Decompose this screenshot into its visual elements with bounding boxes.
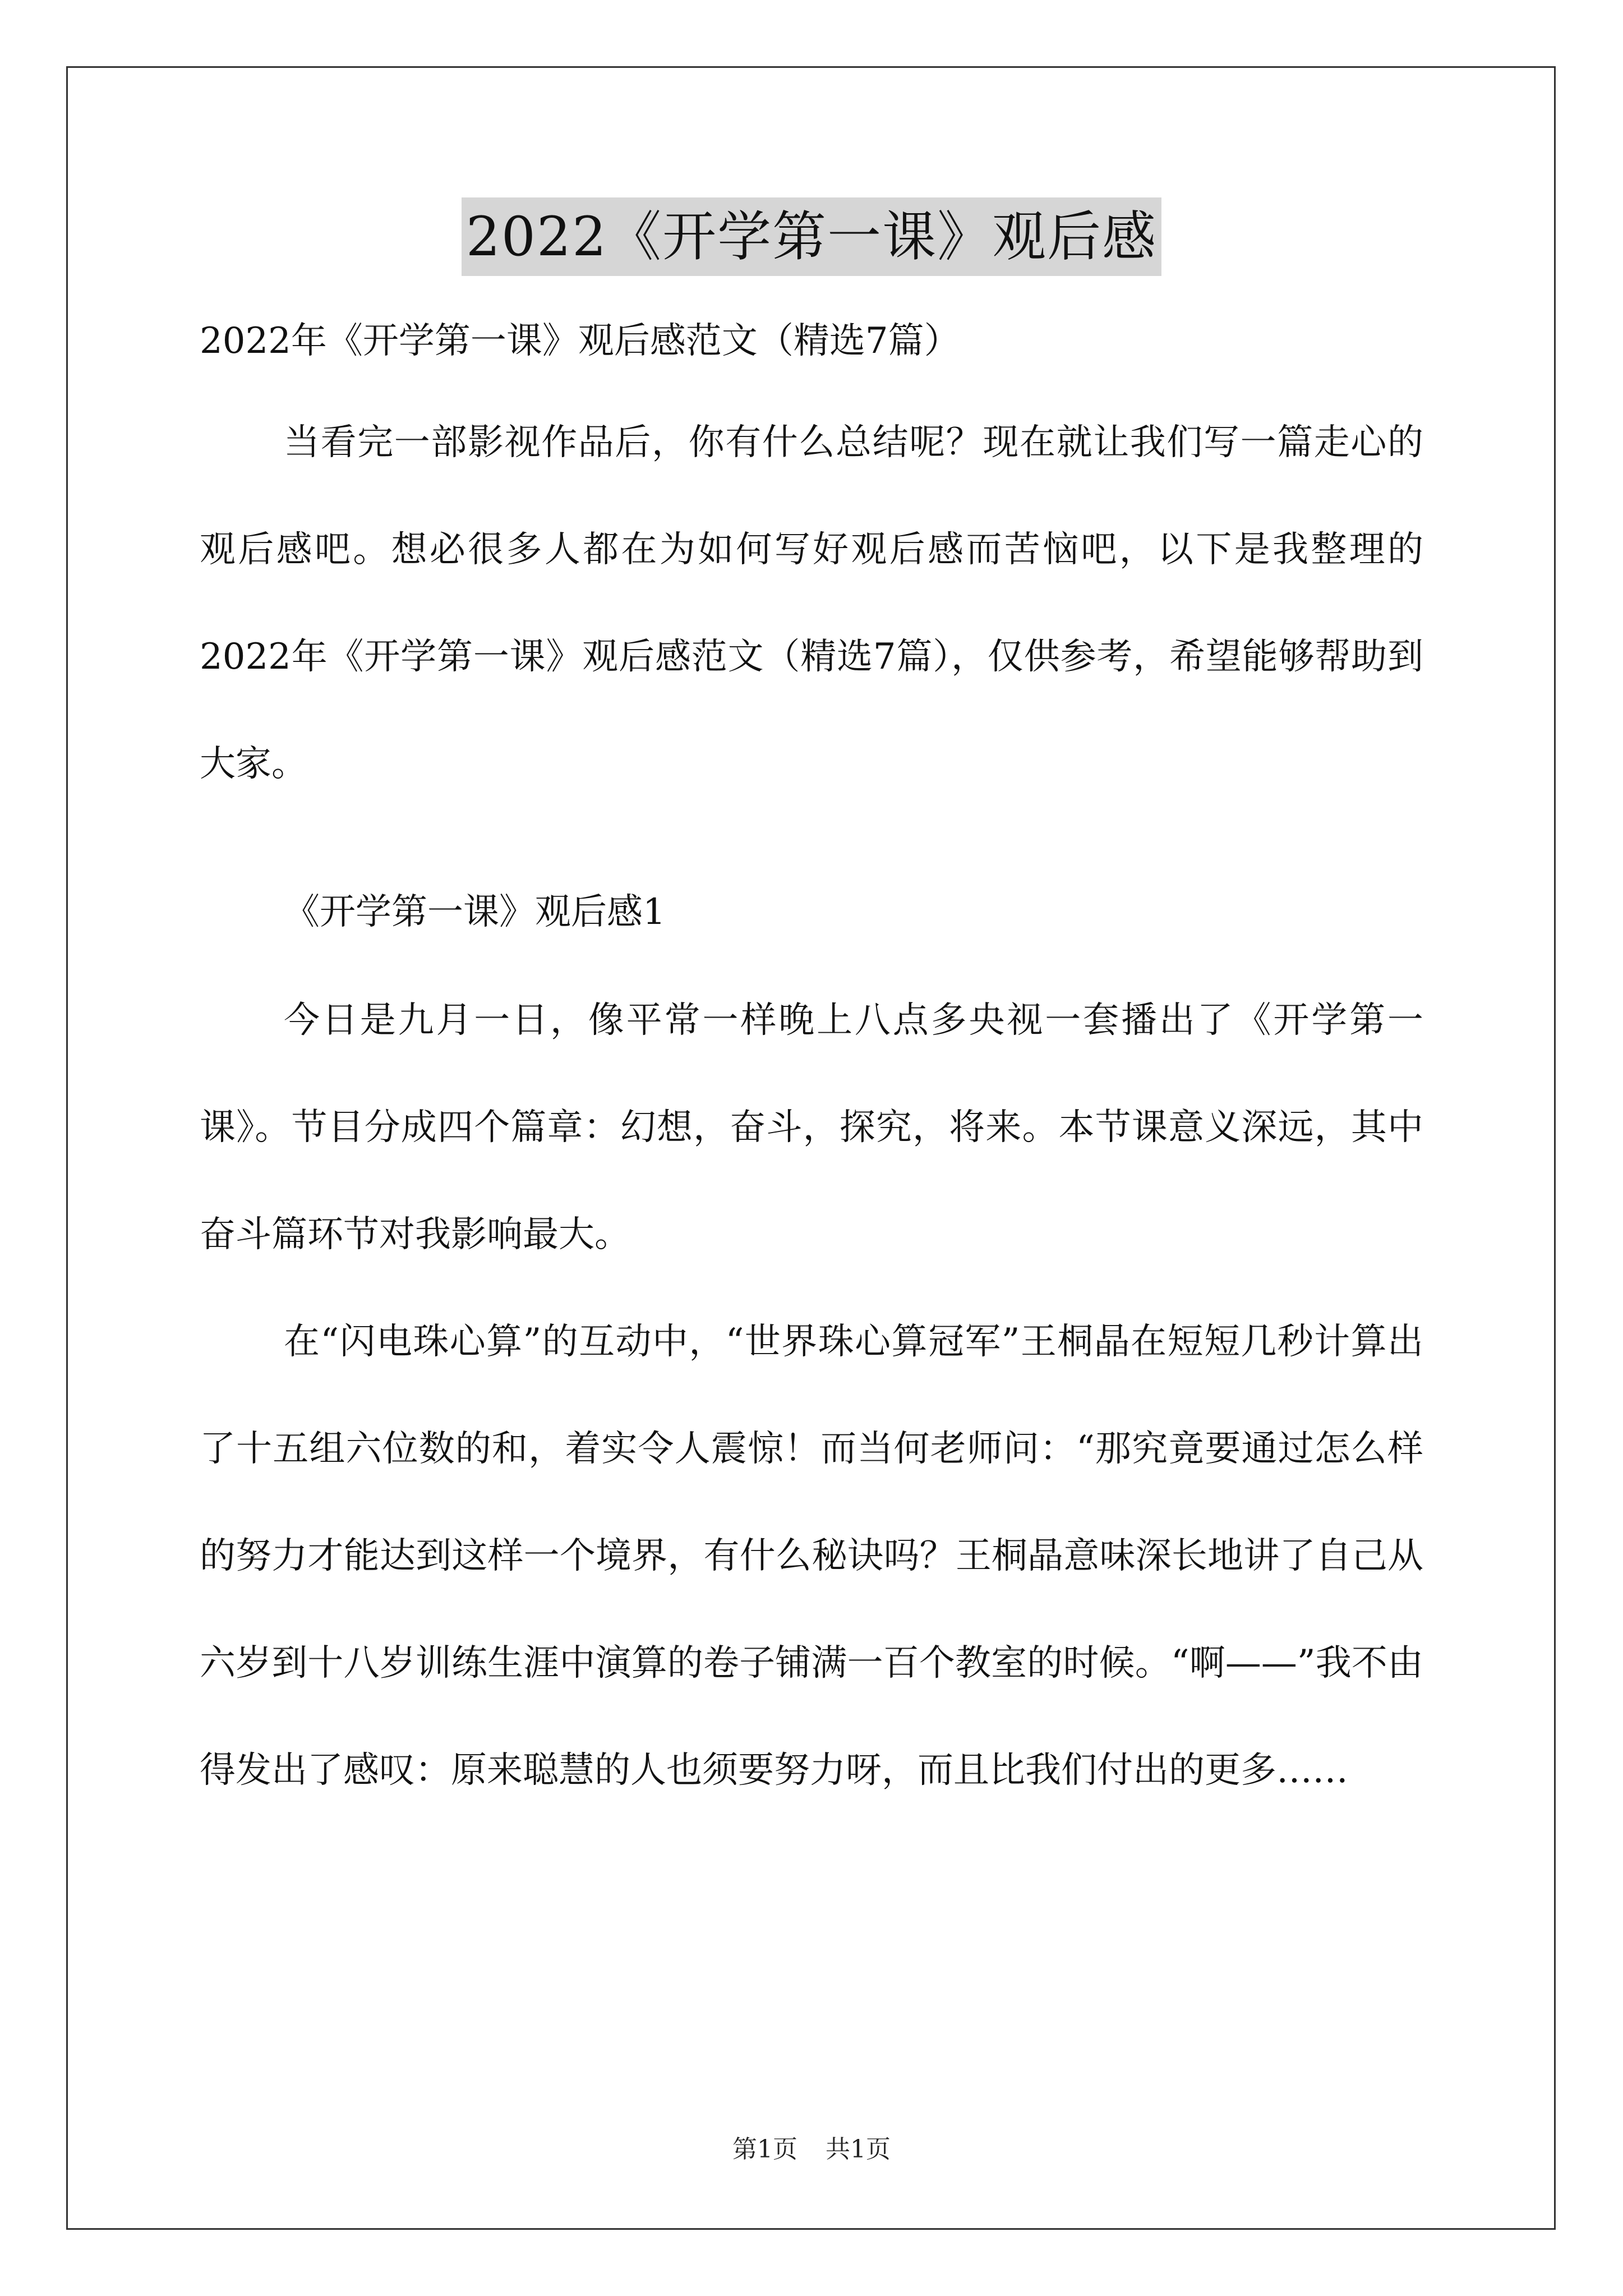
title-wrap: [0, 197, 1623, 276]
spacer: [200, 818, 1423, 885]
page-number-current: 第1页: [732, 2135, 797, 2164]
page-footer: [0, 2133, 1623, 2166]
page-number-total: 共1页: [826, 2135, 891, 2164]
spacer: [200, 939, 1423, 967]
document-body: [200, 314, 1423, 1824]
spacer: [200, 368, 1423, 389]
intro-paragraph: 当看完一部影视作品后，你有什么总结呢？现在就让我们写一篇走心的观后感吧。想必很多人都在为如何写好观后感而苦恼吧，以下是我整理的2022年《开学第一课》观后感范文（精选7篇），仅供参考，希望能够帮助到大家。: [200, 422, 1423, 785]
document-title: 2022《开学第一课》观后感: [462, 197, 1161, 276]
section-heading: 《开学第一课》观后感1: [284, 891, 666, 933]
body-paragraph: 在“闪电珠心算”的互动中，“世界珠心算冠军”王桐晶在短短几秒计算出了十五组六位数的和，着实令人震惊！而当何老师问：“那究竟要通过怎么样的努力才能达到这样一个境界，有什么秘诀吗？王桐晶意味深长地讲了自己从六岁到十八岁训练生涯中演算的卷子铺满一百个教室的时候。“啊——”我不由得发出了感叹：原来聪慧的人也须要努力呀，而且比我们付出的更多……: [200, 1321, 1423, 1791]
body-paragraph: 今日是九月一日，像平常一样晚上八点多央视一套播出了《开学第一课》。节目分成四个篇章：幻想，奋斗，探究，将来。本节课意义深远，其中奋斗篇环节对我影响最大。: [200, 1000, 1423, 1255]
document-subtitle: 2022年《开学第一课》观后感范文（精选7篇）: [200, 320, 960, 362]
